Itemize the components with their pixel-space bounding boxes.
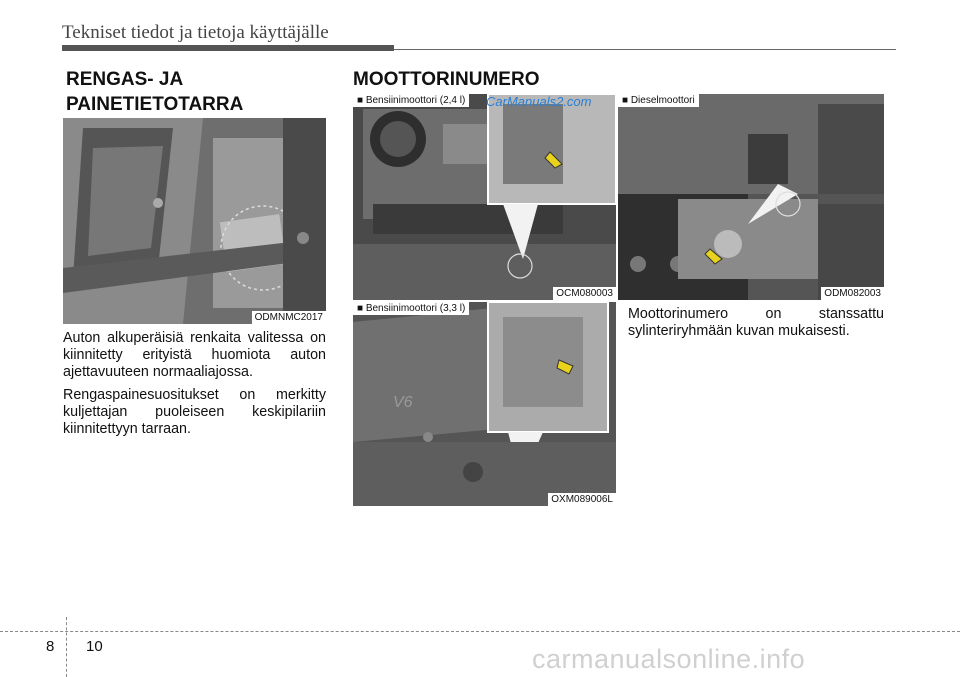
- footer-rule: [0, 631, 960, 632]
- site-watermark-overlay: CarManuals2.com: [486, 94, 592, 109]
- engine-photo-2-4: [353, 94, 616, 300]
- photo-label: ■ Dieselmoottori: [618, 94, 699, 107]
- heading-line-1: RENGAS- JA: [66, 69, 184, 90]
- heading-line-2: PAINETIETOTARRA: [66, 94, 244, 115]
- tire-label-heading: [66, 67, 243, 117]
- header-accent-bar: [62, 45, 394, 51]
- photo-label: ■ Bensiinimoottori (3,3 l): [353, 302, 469, 315]
- photo-code: OXM089006L: [548, 493, 616, 506]
- paragraph-1: Auton alkuperäisiä renkaita valitessa on kiinnitetty erityistä huomiota auton ajettavuuteen normaaliajossa.: [63, 330, 326, 380]
- tire-label-body: [63, 330, 326, 444]
- section-number: 8: [46, 638, 55, 655]
- photo-code: ODMNMC2017: [252, 311, 326, 324]
- engine-number-heading: MOOTTORINUMERO: [353, 69, 540, 90]
- header-rule: [394, 49, 896, 50]
- running-header: Tekniset tiedot ja tietoja käyttäjälle: [62, 22, 329, 43]
- svg-text:V6: V6: [393, 394, 413, 411]
- photo-code: ODM082003: [821, 287, 884, 300]
- page-number: 10: [86, 638, 103, 655]
- engine-number-description: Moottorinumero on stanssattu sylinteriryhmään kuvan mukaisesti.: [628, 306, 884, 339]
- footer-watermark: carmanualsonline.info: [532, 644, 806, 674]
- engine-photo-diesel: [618, 94, 884, 300]
- engine-photo-3-3: [353, 302, 616, 506]
- footer-separator: [66, 617, 67, 677]
- door-pillar-photo: [63, 118, 326, 324]
- photo-label: ■ Bensiinimoottori (2,4 l): [353, 94, 469, 107]
- photo-code: OCM080003: [553, 287, 616, 300]
- paragraph-2: Rengaspainesuositukset on merkitty kuljettajan puoleiseen keskipilariin kiinnitettyyn tarraan.: [63, 387, 326, 437]
